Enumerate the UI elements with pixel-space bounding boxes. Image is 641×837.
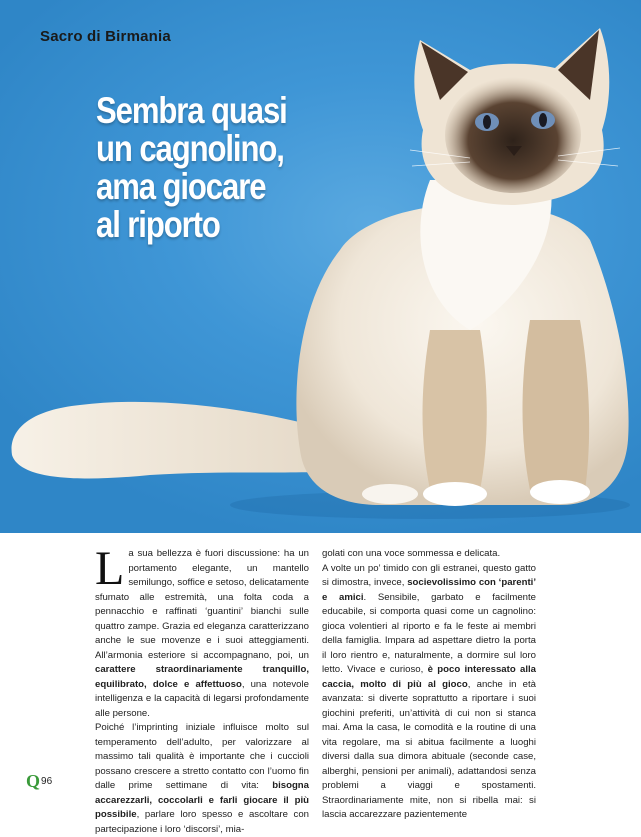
paw-shape xyxy=(362,484,418,504)
body-bold-text: è poco interessato alla caccia, molto di più al gioco xyxy=(322,664,536,690)
body-text: , una notevole intelligenza e la capacità di legarsi profondamente alle persone. xyxy=(95,678,309,719)
article-headline xyxy=(96,92,314,244)
leg-shape xyxy=(523,320,590,490)
leg-shape xyxy=(423,330,487,490)
body-bold-text: carattere straordinariamente tranquillo, equilibrato, dolce e affettuoso xyxy=(95,664,309,690)
tail-shape xyxy=(12,402,345,479)
body-bold-text: bisogna accarezzarli, coccolarli e farli giocare il più possibile xyxy=(95,780,309,820)
body-text: Poiché l’imprinting iniziale influisce molto sul temperamento dell’adulto, per valorizzare al massimo tali qualità è importante che i cuccioli possano crescere a stretto contatto con l’uomo fin dalle prime settimane di vita: xyxy=(95,722,309,791)
headline-line: ama giocare xyxy=(96,166,266,207)
magazine-logo: Q xyxy=(26,771,41,791)
body-text: A volte un po’ timido con gli estranei, questo gatto si dimostra, invece, xyxy=(322,562,536,588)
body-text: a sua bellezza è fuori discussione: ha un portamento elegante, un mantello semilungo, soffice e setoso, delicatamente sfumato alle estremità, una folta coda a pennacchio e raffinati ‘guantini’ bianchi sulle quattro zampe. Grazia ed eleganza caratterizzano anche le sue movenze e i suoi atteggiamenti. All’armonia esteriore si accompagnano, poi, un xyxy=(95,548,309,661)
body-paragraph xyxy=(95,542,309,721)
body-bold-text: socievolissimo con ‘parenti’ e amici xyxy=(322,577,536,603)
page-number: 96 xyxy=(41,776,53,787)
headline-line: un cagnolino, xyxy=(96,128,284,169)
article-column-1 xyxy=(95,542,309,837)
pupil-shape xyxy=(539,113,547,127)
paw-shape xyxy=(530,480,590,504)
paw-shape xyxy=(423,482,487,506)
drop-cap: L xyxy=(95,542,125,595)
face-mask-shape xyxy=(445,77,581,193)
headline-line: Sembra quasi xyxy=(96,90,287,131)
page-footer xyxy=(26,771,52,792)
body-text: , anche in età avanzata: si diverte soprattutto a riportare i suoi giochini preferiti, un’attività di cui non si stanca mai. Ama la casa, le comodità e la routine di una vita regolare, ma si abitua facilmente a luoghi diversi dalla sua dimora abituale (seconde case, alberghi, pensioni per animali), adattandosi senza problemi a viaggi e spostamenti. Straordinariamente mite, non si ribella mai: si lascia accarezzare pazientemente xyxy=(322,678,536,820)
body-text: . Sensibile, garbato e facilmente educabile, si comporta quasi come un cagnolino: gioca volentieri al riporto e fa le feste ai membri della famiglia. Impara ad aspettare dietro la porta il loro rientro e, naturalmente, a dormire sul loro letto. Vivace e curioso, xyxy=(322,591,536,675)
section-kicker: Sacro di Birmania xyxy=(40,28,171,45)
headline-line: al riporto xyxy=(96,204,220,245)
body-paragraph xyxy=(322,562,536,823)
body-text: , parlare loro spesso e ascoltare con partecipazione i loro ‘discorsi’, mia- xyxy=(95,809,309,835)
body-paragraph: golati con una voce sommessa e delicata. xyxy=(322,548,501,559)
body-paragraph xyxy=(95,721,309,837)
pupil-shape xyxy=(483,115,491,129)
article-column-2 xyxy=(322,547,536,823)
